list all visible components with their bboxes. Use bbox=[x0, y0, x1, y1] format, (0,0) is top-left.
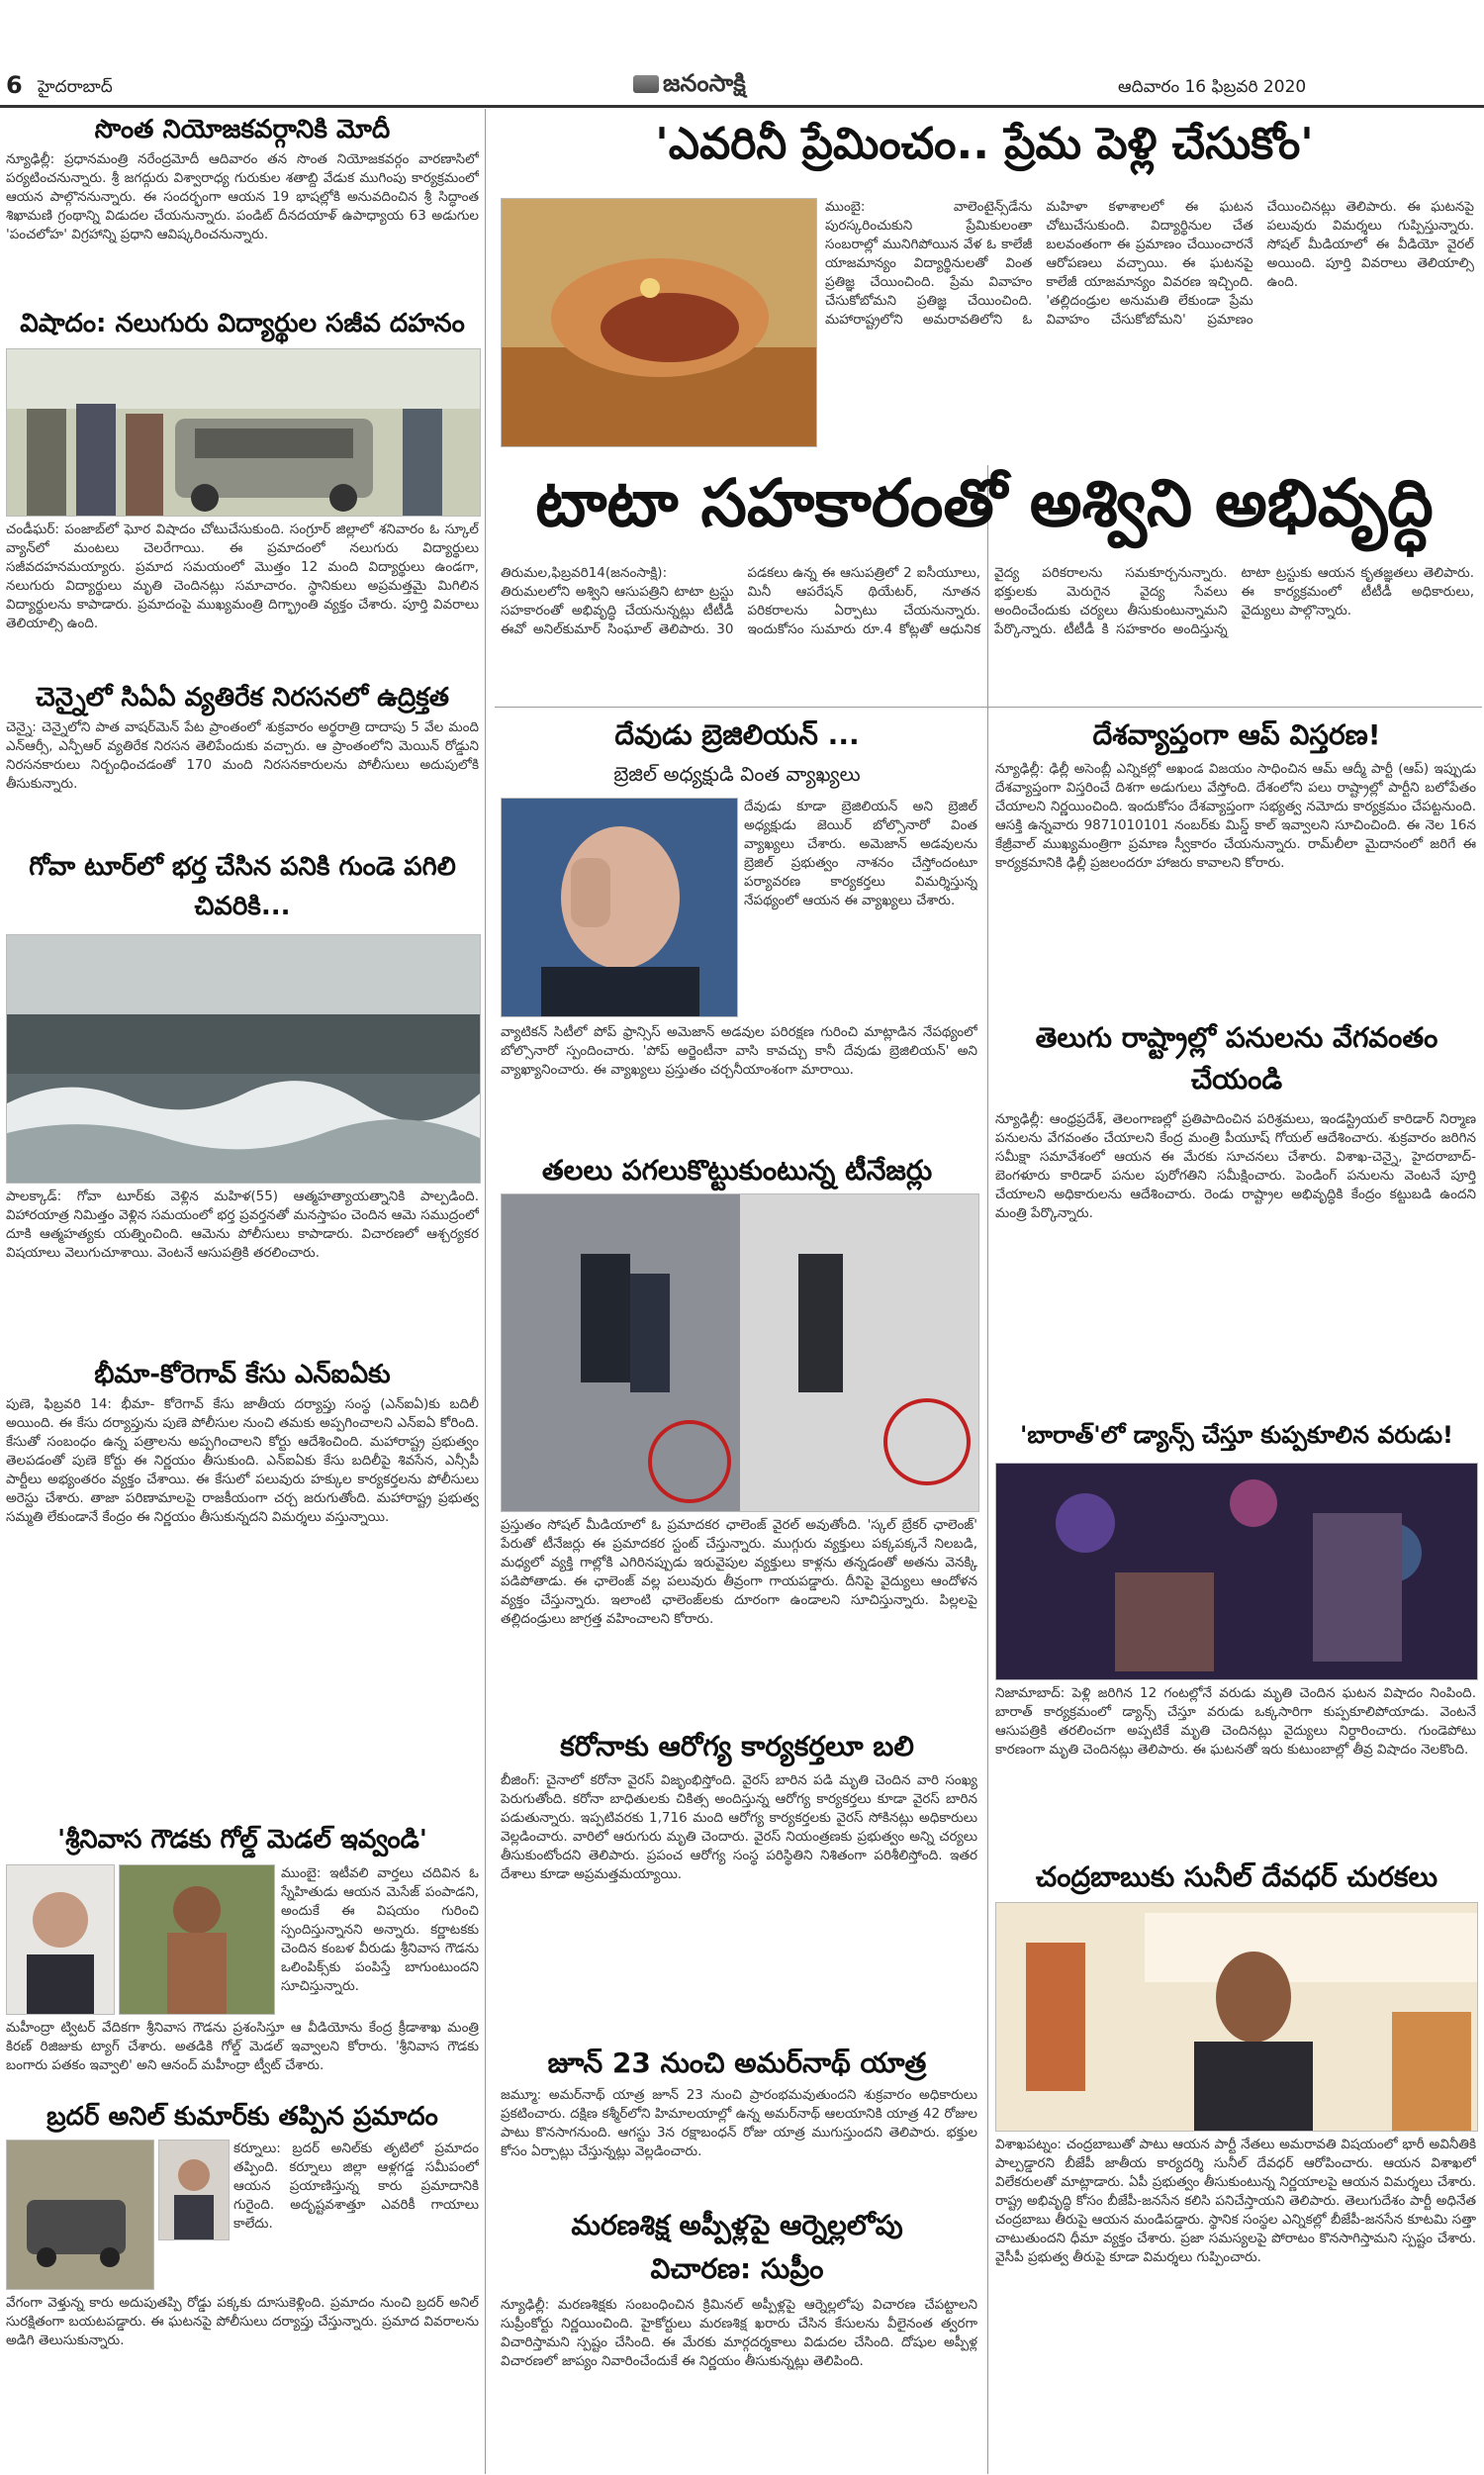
story-srinivasa-body-right: ముంబై: ఇటీవలి వార్తలు చదివిన ఓ స్నేహితుడు ఆయన మెసేజ్ పంపాడని, అందుకే ఈ విషయం గురించి స్పందిస్తున్నానని అన్నారు. కర్ణాటకకు చెందిన కంబళ వీరుడు శ్రీనివాస గౌడను ఒలింపిక్స్‌కు పంపిస్తే బాగుంటుందని సూచిస్తున్నారు. bbox=[281, 1865, 479, 1994]
headline-amarnath: జూన్ 23 నుంచి అమర్‌నాథ్ యాత్ర bbox=[547, 2047, 927, 2079]
logo-text: జనంసాక్షి bbox=[663, 69, 746, 97]
photo-skull-breaker bbox=[501, 1193, 979, 1512]
headline-love: 'ఎవరినీ ప్రేమించం.. ప్రేమ పెళ్లి చేసుకోం' bbox=[655, 119, 1314, 169]
photo-sea-waves-graphic bbox=[7, 935, 480, 1183]
photo-wedding-hands-graphic bbox=[502, 199, 816, 446]
headline-chennai: చెన్నైలో సిఏఏ వ్యతిరేక నిరసనలో ఉద్రిక్తత bbox=[35, 683, 450, 713]
headline-anil: బ్రదర్ అనిల్ కుమార్‌కు తప్పిన ప్రమాదం bbox=[46, 2102, 438, 2132]
photo-skull-breaker-graphic bbox=[502, 1194, 978, 1511]
logo-icon bbox=[633, 75, 659, 93]
story-love-body: ముంబై: వాలెంటైన్స్‌డేను పురస్కరించుకుని ప్రేమికులంతా సంబరాల్లో మునిగిపోయిన వేళ ఓ కాలేజీ యాజమాన్యం విద్యార్థినులతో వింత ప్రతిజ్ఞ చేయించింది. ప్రేమ వివాహం చేసుకోబోమని ప్రతిజ్ఞ చేయించింది. మహారాష్ట్రలోని అమరావతిలోని ఓ మహిళా కళాశాలలో ఈ ఘటన చోటుచేసుకుంది. విద్యార్థినుల చేత బలవంతంగా ఈ ప్రమాణం చేయించారనే ఆరోపణలు వచ్చాయి. ఈ ఘటనపై కాలేజీ యాజమాన్యం వివరణ ఇచ్చింది. 'తల్లిదండ్రుల అనుమతి లేకుండా ప్రేమ వివాహం చేసుకోబోమని' ప్రమాణం చేయించినట్లు తెలిపారు. ఈ ఘటనపై పలువురు విమర్శలు గుప్పిస్తున్నారు. సోషల్ మీడియాలో ఈ వీడియో వైరల్ అయింది. పూర్తి వివరాలు తెలియాల్సి ఉంది. bbox=[825, 199, 1474, 328]
story-teens-body: ప్రస్తుతం సోషల్ మీడియాలో ఓ ప్రమాదకర ఛాలెంజ్ వైరల్ అవుతోంది. 'స్కల్ బ్రేకర్ ఛాలెంజ్' పేరుతో టీనేజర్లు ఈ ప్రమాదకర స్టంట్ చేస్తున్నారు. ముగ్గురు వ్యక్తులు పక్కపక్కనే నిలబడి, మధ్యలో వ్యక్తి గాల్లోకి ఎగిరినప్పుడు ఇరువైపుల వ్యక్తులు కాళ్లను తన్నడంతో అతను వెనక్కి పడిపోతాడు. ఈ ఛాలెంజ్ వల్ల పలువురు తీవ్రంగా గాయపడ్డారు. దీనిపై వైద్యులు ఆందోళన వ్యక్తం చేస్తున్నారు. ఇలాంటి ఛాలెంజ్‌లకు దూరంగా ఉండాలని సూచిస్తున్నారు. పిల్లలపై తల్లిదండ్రులు జాగ్రత్త వహించాలని కోరారు. bbox=[501, 1517, 977, 1627]
photo-brother-anil-graphic bbox=[159, 2141, 229, 2239]
column-divider bbox=[987, 465, 988, 2474]
photo-sea-waves bbox=[6, 934, 481, 1184]
photo-wedding-hands bbox=[501, 198, 817, 447]
photo-srinivasa-gowda bbox=[119, 1864, 275, 2015]
story-telugu-body: న్యూఢిల్లీ: ఆంధ్రప్రదేశ్, తెలంగాణల్లో ప్రతిపాదించిన పరిశ్రమలు, ఇండస్ట్రియల్ కారిడార్ నిర్మాణ పనులను వేగవంతం చేయాలని కేంద్ర మంత్రి పీయూష్ గోయల్ ఆదేశించారు. శుక్రవారం జరిగిన సమీక్షా సమావేశంలో ఆయన ఈ మేరకు సూచనలు చేశారు. విశాఖ-చెన్నై, హైదరాబాద్-బెంగళూరు కారిడార్ పనుల పురోగతిని సమీక్షించారు. పెండింగ్ పనులను వెంటనే పూర్తి చేయాలని అధికారులను ఆదేశించారు. రెండు రాష్ట్రాల అభివృద్ధికి కేంద్రం కట్టుబడి ఉందని మంత్రి పేర్కొన్నారు. bbox=[995, 1111, 1476, 1221]
story-corona-body: బీజింగ్: చైనాలో కరోనా వైరస్ విజృంభిస్తోంది. వైరస్ బారిన పడి మృతి చెందిన వారి సంఖ్య పెరుగుతోంది. కరోనా బాధితులకు చికిత్స అందిస్తున్న ఆరోగ్య కార్యకర్తలు కూడా వైరస్ బారిన పడుతున్నారు. ఇప్పటివరకు 1,716 మంది ఆరోగ్య కార్యకర్తలకు వైరస్ సోకినట్లు అధికారులు వెల్లడించారు. వారిలో ఆరుగురు మృతి చెందారు. వైరస్ నియంత్రణకు ప్రభుత్వం అన్ని చర్యలు తీసుకుంటోందని తెలిపారు. ప్రపంచ ఆరోగ్య సంస్థ పరిస్థితిని నిశితంగా పరిశీలిస్తోంది. ఇతర దేశాలు కూడా అప్రమత్తమయ్యాయి. bbox=[501, 1772, 977, 1882]
headline-goa: గోవా టూర్‌లో భర్త చేసిన పనికి గుండె పగిలి చివరికి... bbox=[29, 852, 456, 921]
headline-baraat: 'బారాత్'లో డ్యాన్స్ చేస్తూ కుప్పకూలిన వరుడు! bbox=[1020, 1421, 1453, 1449]
photo-srinivasa-gowda-graphic bbox=[120, 1865, 274, 2014]
photo-anand-mahindra bbox=[6, 1864, 115, 2015]
page-number: 6 bbox=[6, 71, 23, 99]
story-supreme-body: న్యూఢిల్లీ: మరణశిక్షకు సంబంధించిన క్రిమినల్ అప్పీళ్లపై ఆర్నెల్లలోపు విచారణ చేపట్టాలని సుప్రీంకోర్టు నిర్ణయించింది. హైకోర్టులు మరణశిక్ష ఖరారు చేసిన కేసులను వీలైనంత త్వరగా విచారిస్తామని స్పష్టం చేసింది. ఈ మేరకు మార్గదర్శకాలు విడుదల చేసింది. దోషుల అప్పీళ్ల విచారణలో జాప్యం నివారించేందుకే ఈ నిర్ణయం తీసుకున్నట్లు తెలిపింది. bbox=[501, 2297, 977, 2369]
section-rule bbox=[495, 707, 1482, 708]
story-chennai-body: చెన్నై: చెన్నైలోని పాత వాషర్‌మెన్ పేట ప్రాంతంలో శుక్రవారం అర్థరాత్రి దాదాపు 5 వేల మంది ఎన్ఆర్సీ, ఎన్పీఆర్ వ్యతిరేక నిరసన తెలిపేందుకు వచ్చారు. ఆ ప్రాంతంలోని మెయిన్ రోడ్డుని నిరసనకారులు నిర్బంధించడంతో 170 మంది నిరసనకారులను పోలీసులు అదుపులోకి తీసుకున్నారు. bbox=[6, 719, 479, 792]
photo-anand-mahindra-graphic bbox=[7, 1865, 114, 2014]
story-tata-body: తిరుమల,ఫిబ్రవరి14(జనంసాక్షి): తిరుమలలోని అశ్విని ఆసుపత్రిని టాటా ట్రస్టు సహకారంతో అభివృద్ధి చేయనున్నట్లు టీటీడీ ఈవో అనిల్‌కుమార్ సింఘాల్ తెలిపారు. 30 పడకలు ఉన్న ఈ ఆసుపత్రిలో 2 ఐసీయూలు, మినీ ఆపరేషన్ థియేటర్, నూతన పరికరాలను ఏర్పాటు చేయనున్నారు. ఇందుకోసం సుమారు రూ.4 కోట్లతో ఆధునిక వైద్య పరికరాలను సమకూర్చనున్నారు. భక్తులకు మెరుగైన వైద్య సేవలు అందించేందుకు చర్యలు తీసుకుంటున్నామని పేర్కొన్నారు. టీటీడీ కి సహకారం అందిస్తున్న టాటా ట్రస్టుకు ఆయన కృతజ్ఞతలు తెలిపారు. ఈ కార్యక్రమంలో టీటీడీ అధికారులు, వైద్యులు పాల్గొన్నారు. bbox=[501, 565, 1474, 637]
headline-bhima: భీమా-కోరెగావ్ కేసు ఎన్ఐఏకు bbox=[94, 1360, 391, 1389]
newspaper-logo bbox=[633, 69, 746, 103]
story-aap-body: న్యూఢిల్లీ: ఢిల్లీ అసెంబ్లీ ఎన్నికల్లో అఖండ విజయం సాధించిన ఆమ్ ఆద్మీ పార్టీ (ఆప్) ఇప్పుడు దేశవ్యాప్తంగా విస్తరించే దిశగా అడుగులు వేస్తోంది. దేశంలోని పలు రాష్ట్రాల్లో పార్టీని బలోపేతం చేయాలని నిర్ణయించింది. ఇందుకోసం దేశవ్యాప్తంగా సభ్యత్వ నమోదు కార్యక్రమం చేపట్టనుంది. ఆసక్తి ఉన్నవారు 9871010101 నంబర్‌కు మిస్డ్ కాల్ ఇవ్వాలని సూచించింది. ఈ నెల 16న కేజ్రీవాల్ ముఖ్యమంత్రిగా ప్రమాణ స్వీకారం చేయనున్నారు. రామ్‌లీలా మైదానంలో జరిగే ఈ కార్యక్రమానికి ఢిల్లీ ప్రజలందరూ హాజరు కావాలని కోరారు. bbox=[995, 761, 1476, 871]
photo-bolsonaro-graphic bbox=[502, 799, 737, 1016]
edition-city: హైదరాబాద్ bbox=[38, 77, 113, 97]
story-modi-body: న్యూఢిల్లీ: ప్రధానమంత్రి నరేంద్రమోదీ ఆదివారం తన సొంత నియోజకవర్గం వారణాసిలో పర్యటించనున్నారు. శ్రీ జగద్గురు విశ్వారాధ్య గురుకుల శతాబ్ది వేడుక ముగింపు కార్యక్రమంలో ఆయన పాల్గొననున్నారు. ఈ సందర్భంగా ఆయన 19 భాషల్లోకి అనువదించిన శ్రీ సిద్ధాంత శిఖామణి గ్రంథాన్ని విడుదల చేయనున్నారు. పండిట్ దీనదయాళ్ ఉపాధ్యాయ 63 అడుగుల 'పంచలోహ' విగ్రహాన్ని ప్రధాని ఆవిష్కరించనున్నారు. bbox=[6, 151, 479, 242]
edition-date: ఆదివారం 16 ఫిబ్రవరి 2020 bbox=[1118, 77, 1307, 97]
photo-sunil-deodhar-graphic bbox=[996, 1903, 1477, 2131]
headline-corona: కరోనాకు ఆరోగ్య కార్యకర్తలూ బలి bbox=[560, 1730, 914, 1762]
story-baraat-body: నిజామాబాద్: పెళ్లి జరిగిన 12 గంటల్లోనే వరుడు మృతి చెందిన ఘటన విషాదం నింపింది. బారాత్ కార్యక్రమంలో డ్యాన్స్ చేస్తూ వరుడు ఒక్కసారిగా కుప్పకూలిపోయాడు. వెంటనే ఆసుపత్రికి తరలించగా అప్పటికే మృతి చెందినట్లు వైద్యులు నిర్ధారించారు. గుండెపోటు కారణంగా మృతి చెందినట్లు తెలిపారు. ఈ ఘటనతో ఇరు కుటుంబాల్లో తీవ్ర విషాదం నెలకొంది. bbox=[995, 1685, 1476, 1758]
story-chandrababu-body: విశాఖపట్నం: చంద్రబాబుతో పాటు ఆయన పార్టీ నేతలు అమరావతి విషయంలో భారీ అవినీతికి పాల్పడ్డారని బీజేపీ జాతీయ కార్యదర్శి సునీల్ దేవధర్ ఆరోపించారు. ఆయన విశాఖలో విలేకరులతో మాట్లాడారు. ఏపీ ప్రభుత్వం తీసుకుంటున్న నిర్ణయాలపై ఆయన విమర్శలు చేశారు. రాష్ట్ర అభివృద్ధి కోసం బీజేపీ-జనసేన కలిసి పనిచేస్తాయని తెలిపారు. తెలుగుదేశం పార్టీ అధినేత చంద్రబాబు తీరుపై ఆయన మండిపడ్డారు. స్థానిక సంస్థల ఎన్నికల్లో బీజేపీ-జనసేన కూటమి సత్తా చాటుతుందని ధీమా వ్యక్తం చేశారు. ప్రజా సమస్యలపై పోరాటం కొనసాగిస్తామని స్పష్టం చేశారు. వైసీపీ ప్రభుత్వ తీరుపై కూడా విమర్శలు గుప్పించారు. bbox=[995, 2137, 1476, 2265]
photo-baraat-dance bbox=[995, 1463, 1478, 1680]
photo-sunil-deodhar bbox=[995, 1902, 1478, 2132]
headline-teens: తలలు పగలుకొట్టుకుంటున్న టీనేజర్లు bbox=[541, 1154, 933, 1187]
story-bhima-body: పుణె, ఫిబ్రవరి 14: భీమా- కోరెగావ్ కేసు జాతీయ దర్యాప్తు సంస్థ (ఎన్ఐఏ)కు బదిలీ అయింది. ఈ కేసు దర్యాప్తును పుణె పోలీసుల నుంచి తమకు అప్పగించాలని ఎన్ఐఏ కోరింది. కేసుతో సంబంధం ఉన్న పత్రాలను అప్పగించాలని కోర్టు ఆదేశించింది. మహారాష్ట్ర ప్రభుత్వం తెలపడంతో పుణె కోర్టు ఈ నిర్ణయం తీసుకుంది. ఎన్ఐఏకు కేసు బదిలీపై శివసేన, ఎన్సీపీ పార్టీలు అభ్యంతరం వ్యక్తం చేశాయి. ఈ కేసులో పలువురు హక్కుల కార్యకర్తలను పోలీసులు అరెస్టు చేశారు. తాజా పరిణామాలపై రాజకీయంగా చర్చ జరుగుతోంది. మహారాష్ట్ర ప్రభుత్వ సమ్మతి లేకుండానే కేంద్రం ఈ నిర్ణయం తీసుకున్నదని విమర్శలు వస్తున్నాయి. bbox=[6, 1396, 479, 1525]
headline-brazil: దేవుడు బ్రెజిలియన్ ... bbox=[614, 718, 860, 751]
story-students-body: చండీఘర్: పంజాబ్‌లో ఘోర విషాదం చోటుచేసుకుంది. సంగ్రూర్ జిల్లాలో శనివారం ఓ స్కూల్ వ్యాన్‌లో మంటలు చెలరేగాయి. ఈ ప్రమాదంలో నలుగురు విద్యార్థులు సజీవదహనమయ్యారు. ప్రమాద సమయంలో మొత్తం 12 మంది విద్యార్థులు ఉండగా, నలుగురు విద్యార్థులు మృతి చెందినట్లు సమాచారం. స్థానికులు అప్రమత్తమై మిగిలిన విద్యార్థులను కాపాడారు. ప్రమాదంపై ముఖ్యమంత్రి దిగ్భ్రాంతి వ్యక్తం చేశారు. పూర్తి వివరాలు తెలియాల్సి ఉంది. bbox=[6, 522, 479, 631]
story-anil-body-right: కర్నూలు: బ్రదర్ అనిల్‌కు తృటిలో ప్రమాదం తప్పింది. కర్నూలు జిల్లా ఆళ్లగడ్డ సమీపంలో ఆయన ప్రయాణిస్తున్న కారు ప్రమాదానికి గురైంది. అదృష్టవశాత్తూ ఎవరికీ గాయాలు కాలేదు. bbox=[233, 2141, 479, 2232]
photo-bolsonaro bbox=[501, 798, 738, 1017]
story-anil-body: వేగంగా వెళ్తున్న కారు అదుపుతప్పి రోడ్డు పక్కకు దూసుకెళ్లింది. ప్రమాదం నుంచి బ్రదర్ అనిల్ సురక్షితంగా బయటపడ్డారు. ఈ ఘటనపై పోలీసులు దర్యాప్తు చేస్తున్నారు. ప్రమాద వివరాలను అడిగి తెలుసుకున్నారు. bbox=[6, 2295, 479, 2348]
photo-burnt-van bbox=[6, 348, 481, 517]
column-divider bbox=[485, 109, 486, 2474]
headline-students: విషాదం: నలుగురు విద్యార్థుల సజీవ దహనం bbox=[20, 309, 465, 338]
subhead-brazil: బ్రెజిల్ అధ్యక్షుడి వింత వ్యాఖ్యలు bbox=[613, 762, 861, 786]
headline-chandrababu: చంద్రబాబుకు సునీల్ దేవధర్ చురకలు bbox=[1035, 1860, 1438, 1893]
masthead-rule bbox=[0, 105, 1484, 108]
story-srinivasa-body: మహీంద్రా ట్విటర్ వేదికగా శ్రీనివాస గౌడను ప్రశంసిస్తూ ఆ వీడియోను కేంద్ర క్రీడాశాఖ మంత్రి కిరణ్ రిజిజుకు ట్యాగ్ చేశారు. అతడికి గోల్డ్ మెడల్ ఇవ్వాలని కోరారు. 'శ్రీనివాస గౌడకు బంగారు పతకం ఇవ్వాలి' అని ఆనంద్ మహీంద్రా ట్వీట్ చేశారు. bbox=[6, 2020, 479, 2073]
story-goa-body: పాలక్కాడ్: గోవా టూర్‌కు వెళ్లిన మహిళ(55) ఆత్మహత్యాయత్నానికి పాల్పడింది. విహారయాత్ర నిమిత్తం వెళ్లిన సమయంలో భర్త ప్రవర్తనతో మనస్తాపం చెందిన ఆమె సముద్రంలో దూకి ఆత్మహత్యకు యత్నించింది. ఆమెను పోలీసులు కాపాడారు. విచారణలో ఆశ్చర్యకర విషయాలు వెలుగుచూశాయి. వెంటనే ఆసుపత్రికి తరలించారు. bbox=[6, 1189, 479, 1261]
headline-aap: దేశవ్యాప్తంగా ఆప్ విస్తరణ! bbox=[1092, 718, 1381, 751]
subhead-supreme: విచారణ: సుప్రీం bbox=[650, 2252, 824, 2285]
headline-tata: టాటా సహకారంతో అశ్విని అభివృద్ధి bbox=[535, 465, 1434, 541]
headline-supreme: మరణశిక్ష అప్పీళ్లపై ఆర్నెల్లలోపు bbox=[571, 2209, 903, 2241]
photo-baraat-dance-graphic bbox=[996, 1464, 1477, 1679]
story-amarnath-body: జమ్మూ: అమర్‌నాథ్ యాత్ర జూన్ 23 నుంచి ప్రారంభమవుతుందని శుక్రవారం అధికారులు ప్రకటించారు. దక్షిణ కశ్మీర్‌లోని హిమాలయాల్లో ఉన్న అమర్‌నాథ్ ఆలయానికి యాత్ర 42 రోజుల పాటు కొనసాగనుంది. ఆగస్టు 3న రక్షాబంధన్ రోజు యాత్ర ముగుస్తుందని తెలిపారు. భక్తుల కోసం ఏర్పాట్లు చేస్తున్నట్లు వెల్లడించారు. bbox=[501, 2087, 977, 2159]
photo-car-accident-graphic bbox=[7, 2141, 153, 2289]
story-brazil-body-right: దేవుడు కూడా బ్రెజిలియన్ అని బ్రెజిల్ అధ్యక్షుడు జెయిర్ బోల్సొనారో వింత వ్యాఖ్యలు చేశారు. అమెజాన్ అడవులను బ్రెజిల్ ప్రభుత్వం నాశనం చేస్తోందంటూ పర్యావరణ కార్యకర్తలు విమర్శిస్తున్న నేపథ్యంలో ఆయన ఈ వ్యాఖ్యలు చేశారు. bbox=[744, 799, 977, 908]
headline-modi: సొంత నియోజకవర్గానికి మోదీ bbox=[94, 115, 391, 144]
photo-brother-anil bbox=[158, 2140, 230, 2240]
photo-car-accident bbox=[6, 2140, 154, 2290]
headline-srinivasa: 'శ్రీనివాస గౌడకు గోల్డ్ మెడల్ ఇవ్వండి' bbox=[57, 1825, 427, 1855]
story-brazil-body: వ్యాటికన్ సిటీలో పోప్ ఫ్రాన్సిస్ అమెజాన్ అడవుల పరిరక్షణ గురించి మాట్లాడిన నేపథ్యంలో బోల్సొనారో స్పందించారు. 'పోప్ అర్జెంటీనా వాసి కావచ్చు కానీ దేవుడు బ్రెజిలియన్' అని వ్యాఖ్యానించారు. ఈ వ్యాఖ్యలు ప్రస్తుతం చర్చనీయాంశంగా మారాయి. bbox=[501, 1024, 977, 1078]
headline-telugu: తెలుగు రాష్ట్రాల్లో పనులను వేగవంతం చేయండి bbox=[1035, 1021, 1438, 1095]
photo-burnt-van-graphic bbox=[7, 349, 480, 516]
